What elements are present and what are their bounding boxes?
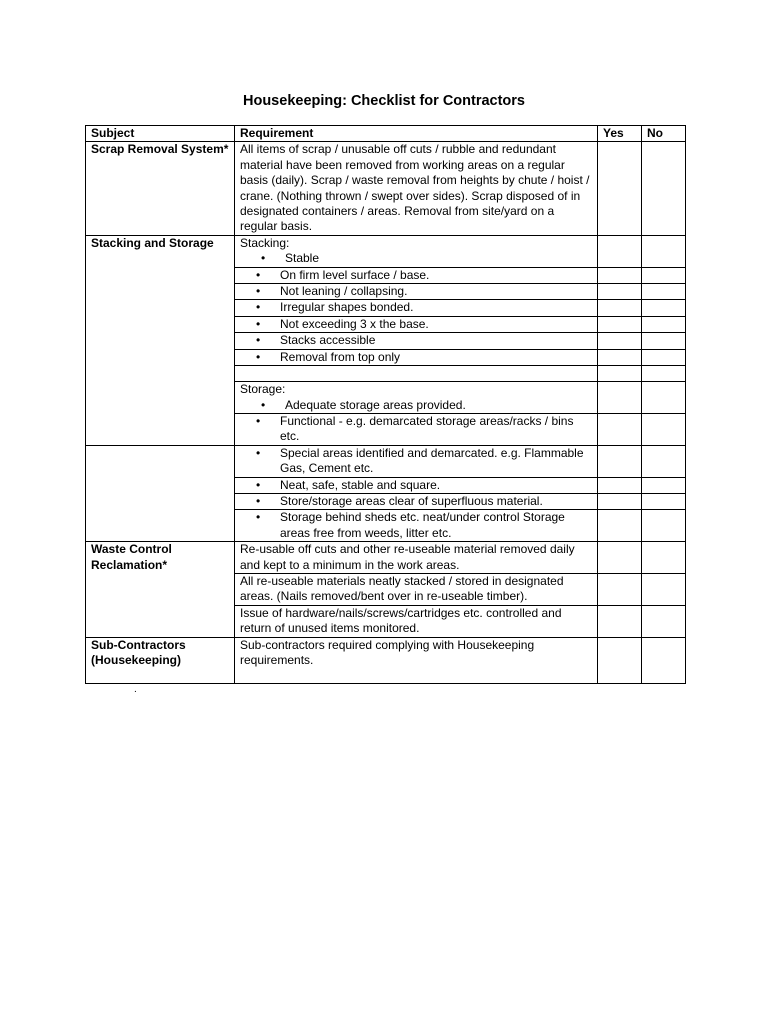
no-cell[interactable]: [642, 316, 686, 332]
yes-cell[interactable]: [598, 493, 642, 509]
yes-cell[interactable]: [598, 316, 642, 332]
no-cell[interactable]: [642, 235, 686, 267]
requirement-cell: Issue of hardware/nails/screws/cartridges etc. controlled and return of unused items monitored.: [235, 605, 598, 637]
requirement-cell: Sub-contractors required complying with Housekeeping requirements.: [235, 637, 598, 683]
list-item: • On firm level surface / base.: [235, 267, 598, 283]
yes-cell[interactable]: [598, 235, 642, 267]
no-cell[interactable]: [642, 300, 686, 316]
no-cell[interactable]: [642, 445, 686, 477]
table-row: [86, 235, 686, 267]
yes-cell[interactable]: [598, 366, 642, 382]
table-row: [86, 637, 686, 683]
yes-cell[interactable]: [598, 284, 642, 300]
no-cell[interactable]: [642, 493, 686, 509]
yes-cell[interactable]: [598, 267, 642, 283]
header-yes: Yes: [598, 126, 642, 142]
yes-cell[interactable]: [598, 382, 642, 414]
table-row: [86, 445, 686, 477]
no-cell[interactable]: [642, 366, 686, 382]
no-cell[interactable]: [642, 267, 686, 283]
list-item: • Store/storage areas clear of superfluous material.: [235, 493, 598, 509]
no-cell[interactable]: [642, 333, 686, 349]
no-cell[interactable]: [642, 637, 686, 683]
no-cell[interactable]: [642, 510, 686, 542]
stray-dot: .: [134, 684, 137, 695]
requirement-cell: All re-useable materials neatly stacked / stored in designated areas. (Nails removed/bent over in re-useable timber).: [235, 573, 598, 605]
requirement-cell: Re-usable off cuts and other re-useable material removed daily and kept to a minimum in the work areas.: [235, 542, 598, 574]
requirement-cell: [235, 382, 598, 414]
no-cell[interactable]: [642, 284, 686, 300]
no-cell[interactable]: [642, 349, 686, 365]
yes-cell[interactable]: [598, 477, 642, 493]
yes-cell[interactable]: [598, 333, 642, 349]
empty-cell: [235, 366, 598, 382]
list-item: • Not exceeding 3 x the base.: [235, 316, 598, 332]
list-item: • Adequate storage areas provided.: [240, 398, 592, 413]
table-row: [86, 542, 686, 574]
yes-cell[interactable]: [598, 349, 642, 365]
yes-cell[interactable]: [598, 445, 642, 477]
yes-cell[interactable]: [598, 142, 642, 235]
no-cell[interactable]: [642, 573, 686, 605]
header-requirement: Requirement: [235, 126, 598, 142]
yes-cell[interactable]: [598, 637, 642, 683]
subject-sub-contractors: Sub-Contractors (Housekeeping): [86, 637, 235, 683]
page-title: Housekeeping: Checklist for Contractors: [243, 93, 525, 109]
stacking-label: Stacking:: [240, 235, 290, 250]
yes-cell[interactable]: [598, 510, 642, 542]
yes-cell[interactable]: [598, 413, 642, 445]
subject-empty: [86, 445, 235, 541]
list-item: • Stable: [240, 251, 592, 266]
header-row: [86, 126, 686, 142]
requirement-cell: [235, 235, 598, 267]
list-item: • Removal from top only: [235, 349, 598, 365]
subject-waste-control: Waste Control Reclamation*: [86, 542, 235, 637]
requirement-cell: All items of scrap / unusable off cuts / rubble and redundant material have been removed from working areas on a regular basis (daily). Scrap / waste removal from heights by chute / hoist / crane. (Nothing thrown / swept over sides). Scrap disposed of in designated containers / areas. Removal from site/yard on a regular basis.: [235, 142, 598, 235]
list-item: • Not leaning / collapsing.: [235, 284, 598, 300]
no-cell[interactable]: [642, 142, 686, 235]
checklist-table: [85, 125, 686, 684]
list-item: • Irregular shapes bonded.: [235, 300, 598, 316]
no-cell[interactable]: [642, 542, 686, 574]
list-item: • Stacks accessible: [235, 333, 598, 349]
list-item: • Special areas identified and demarcated. e.g. Flammable Gas, Cement etc.: [235, 445, 598, 477]
no-cell[interactable]: [642, 477, 686, 493]
subject-scrap-removal: Scrap Removal System*: [86, 142, 235, 235]
header-no: No: [642, 126, 686, 142]
list-item: • Neat, safe, stable and square.: [235, 477, 598, 493]
list-item: • Storage behind sheds etc. neat/under control Storage areas free from weeds, litter etc.: [235, 510, 598, 542]
header-subject: Subject: [86, 126, 235, 142]
subject-stacking-storage: Stacking and Storage: [86, 235, 235, 445]
no-cell[interactable]: [642, 413, 686, 445]
yes-cell[interactable]: [598, 573, 642, 605]
yes-cell[interactable]: [598, 542, 642, 574]
table-row: [86, 142, 686, 235]
no-cell[interactable]: [642, 605, 686, 637]
list-item: • Functional - e.g. demarcated storage areas/racks / bins etc.: [235, 413, 598, 445]
yes-cell[interactable]: [598, 300, 642, 316]
yes-cell[interactable]: [598, 605, 642, 637]
no-cell[interactable]: [642, 382, 686, 414]
storage-label: Storage:: [240, 382, 286, 397]
